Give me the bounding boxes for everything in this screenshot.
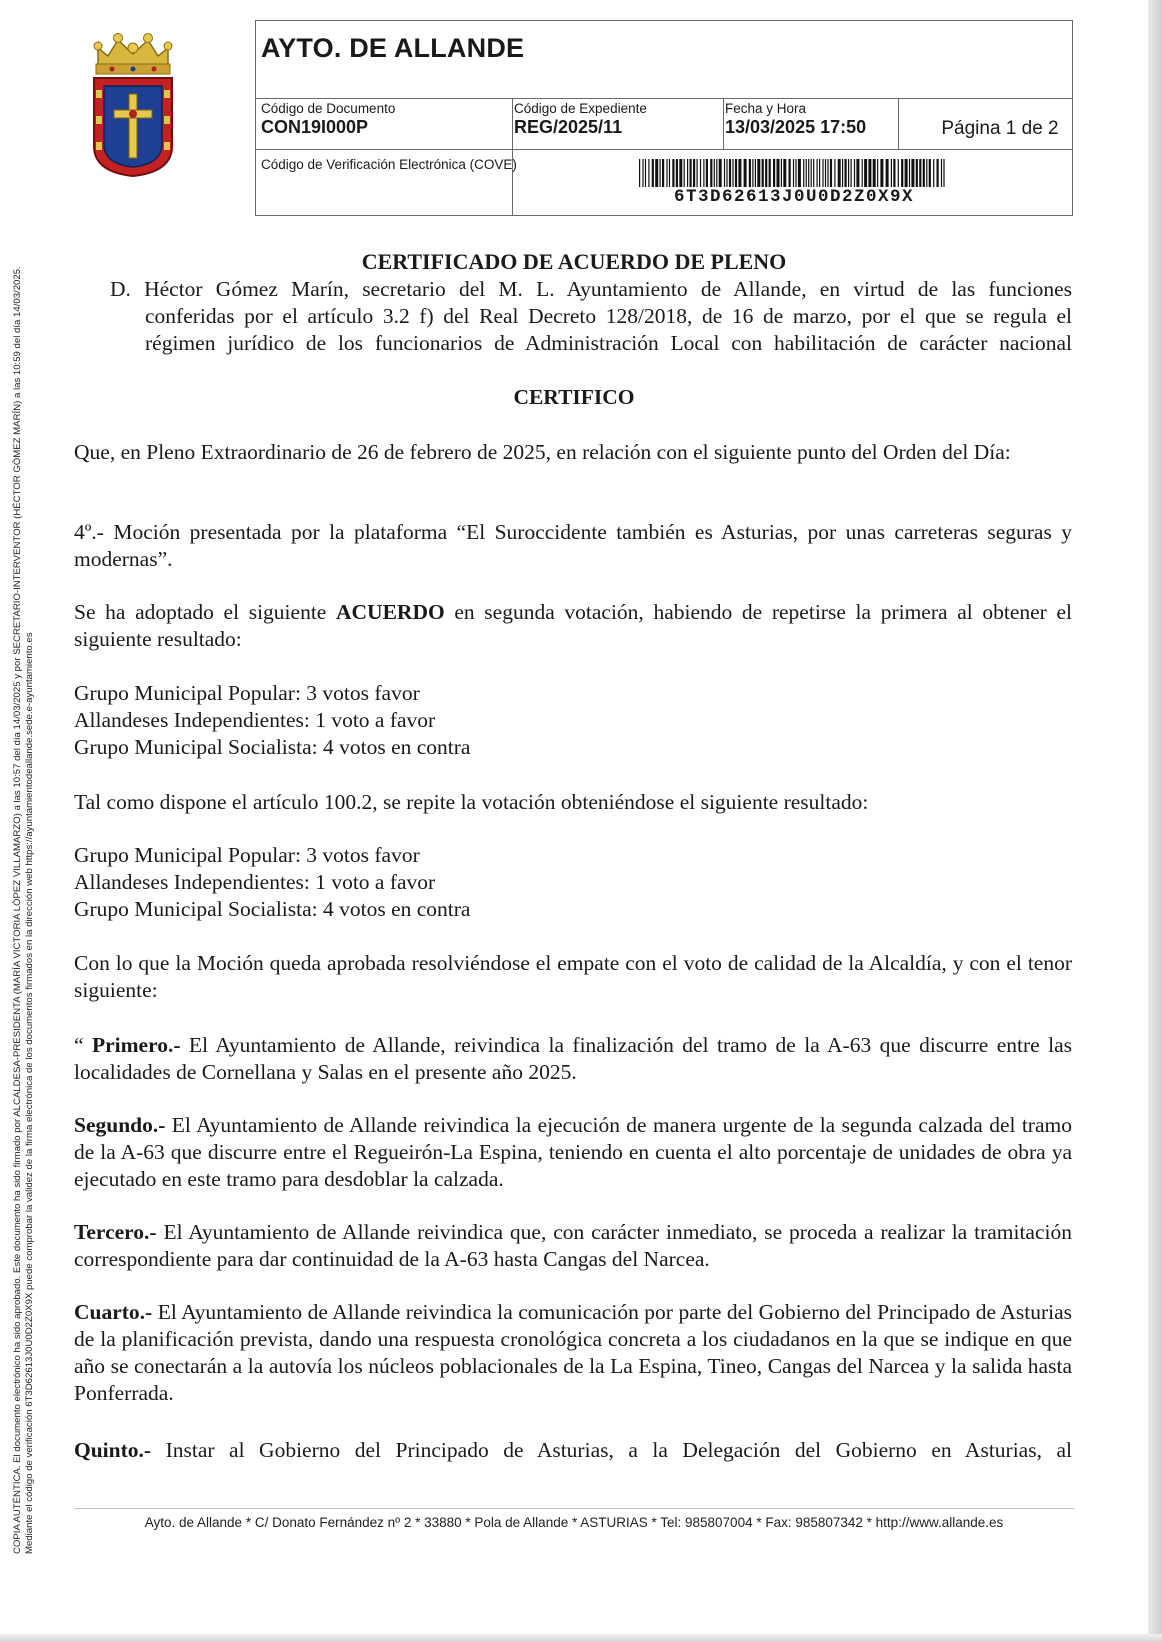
vote-result-line: Grupo Municipal Socialista: 4 votos en contra — [74, 897, 471, 921]
point-cuarto — [74, 1299, 1072, 1407]
point-quinto — [74, 1437, 1072, 1464]
quinto-heading: Quinto.- — [74, 1438, 152, 1462]
coat-of-arms-logo — [90, 26, 176, 178]
page-bottom-edge — [0, 1634, 1162, 1642]
intro-line-2: conferidas por el artículo 3.2 f) del Real Decreto 128/2018, de 16 de marzo, por el que se regula el — [145, 304, 1072, 328]
cuarto-text: El Ayuntamiento de Allande reivindica la comunicación por parte del Gobierno del Principado de Asturias de la planificación prevista, dando una respuesta cronológica concreta a los ciudadanos en la que se indique en que año se conectarán a la autovía los núcleos poblacionales de la La Espina, Tineo, Cangas del Narcea y la salida hasta Ponferrada. — [74, 1300, 1072, 1405]
signature-side-note — [12, 0, 36, 1554]
document-code-value: CON19I000P — [261, 117, 369, 137]
intro-line-3: régimen jurídico de los funcionarios de Administración Local con habilitación de carácter nacional — [145, 331, 1072, 355]
vote-result-line: Allandeses Independientes: 1 voto a favor — [74, 870, 436, 894]
intro-line-1: D. Héctor Gómez Marín, secretario del M. L. Ayuntamiento de Allande, en virtud de las funciones — [110, 277, 1072, 301]
point-tercero — [74, 1219, 1072, 1273]
tercero-heading: Tercero.- — [74, 1220, 157, 1244]
paragraph-pleno: Que, en Pleno Extraordinario de 26 de febrero de 2025, en relación con el siguiente punto del Orden del Día: — [74, 440, 1011, 464]
primero-text: El Ayuntamiento de Allande, reivindica la finalización del tramo de la A-63 que discurre entre las localidades de Cornellana y Salas en el presente año 2025. — [74, 1033, 1072, 1084]
vote-result-line: Grupo Municipal Popular: 3 votos favor — [74, 681, 420, 705]
acuerdo-bold: ACUERDO — [336, 600, 445, 624]
vote-result-line: Allandeses Independientes: 1 voto a favor — [74, 708, 436, 732]
segundo-heading: Segundo.- — [74, 1113, 166, 1137]
paragraph-mocion: 4º.- Moción presentada por la plataforma “El Suroccidente también es Asturias, por unas carreteras seguras y modernas”. — [74, 520, 1072, 571]
cuarto-heading: Cuarto.- — [74, 1300, 153, 1324]
datetime-label: Fecha y Hora — [725, 101, 807, 116]
certifico-heading: CERTIFICO — [513, 385, 635, 409]
footer-divider — [74, 1508, 1074, 1509]
side-note-line-1: COPIA AUTÉNTICA. El documento electrónico ha sido aprobado. Este documento ha sido firmado por ALCALDESA-PRESIDENTA (MARÍA VICTORIA LÓPEZ VILLAMARZO) a las 10:57 del día 14/03/2025 y por SECRETARIO-INTERVENTOR (HÉCTOR GÓMEZ MARÍN) a las 10:59 del día 14/03/2025. — [12, 266, 23, 1554]
cove-code: 6T3D62613J0U0D2Z0X9X — [673, 187, 915, 207]
paragraph-repeat-vote: Tal como dispone el artículo 100.2, se repite la votación obteniéndose el siguiente resultado: — [74, 790, 869, 814]
document-code-cell — [261, 101, 395, 138]
document-header-box — [255, 20, 1073, 216]
document-code-label: Código de Documento — [261, 101, 396, 116]
datetime-cell — [725, 101, 866, 138]
expediente-code-cell — [514, 101, 647, 138]
tercero-text: El Ayuntamiento de Allande reivindica que, con carácter inmediato, se proceda a realizar la tramitación correspondiente para dar continuidad de la A-63 hasta Cangas del Narcea. — [74, 1220, 1072, 1271]
primero-heading: Primero.- — [91, 1033, 181, 1057]
cove-label: Código de Verificación Electrónica (COVE) — [261, 157, 517, 172]
primero-open-quote: “ — [74, 1033, 92, 1057]
header-title: AYTO. DE ALLANDE — [256, 21, 1072, 99]
vote-result-line: Grupo Municipal Socialista: 4 votos en contra — [74, 735, 471, 759]
page-counter: Página 1 de 2 — [941, 118, 1059, 139]
barcode-icon — [639, 159, 949, 187]
paragraph-aprobada: Con lo que la Moción queda aprobada resolviéndose el empate con el voto de calidad de la Alcaldía, y con el tenor siguiente: — [74, 951, 1072, 1002]
acuerdo-pre: Se ha adoptado el siguiente — [74, 600, 336, 624]
footer-address: Ayto. de Allande * C/ Donato Fernández nº 2 * 33880 * Pola de Allande * ASTURIAS * Tel: 985807004 * Fax: 985807342 * http://www.allande.es — [144, 1515, 1004, 1530]
datetime-value: 13/03/2025 17:50 — [725, 117, 867, 137]
expediente-code-label: Código de Expediente — [514, 101, 647, 116]
document-title: CERTIFICADO DE ACUERDO DE PLENO — [361, 249, 787, 274]
quinto-text: Instar al Gobierno del Principado de Asturias, a la Delegación del Gobierno en Asturias, al — [151, 1438, 1072, 1462]
first-vote-results — [74, 680, 1072, 761]
paragraph-acuerdo — [74, 599, 1072, 653]
acuerdo-post: en segunda votación, habiendo de repetirse la primera al obtener el siguiente resultado: — [74, 600, 1072, 651]
vote-result-line: Grupo Municipal Popular: 3 votos favor — [74, 843, 420, 867]
expediente-code-value: REG/2025/11 — [514, 117, 623, 137]
segundo-text: El Ayuntamiento de Allande reivindica la ejecución de manera urgente de la segunda calzada del tramo de la A-63 que discurre entre el Regueirón-La Espina, teniendo en cuenta el alto porcentaje de unidades de obra ya ejecutado en este tramo para desdoblar la calzada. — [74, 1113, 1072, 1191]
second-vote-results — [74, 842, 1072, 923]
page-edge — [1148, 0, 1162, 1642]
point-segundo — [74, 1112, 1072, 1193]
point-primero — [74, 1032, 1072, 1086]
crown-icon — [94, 34, 172, 75]
side-note-line-2: Mediante el código de verificación 6T3D62613J0U0D2Z0X9X puede comprobar la validez de la firma electrónica de los documentos firmados en la dirección web https://ayuntamientodeallande.sede.e-ayuntamiento.es — [24, 632, 35, 1554]
